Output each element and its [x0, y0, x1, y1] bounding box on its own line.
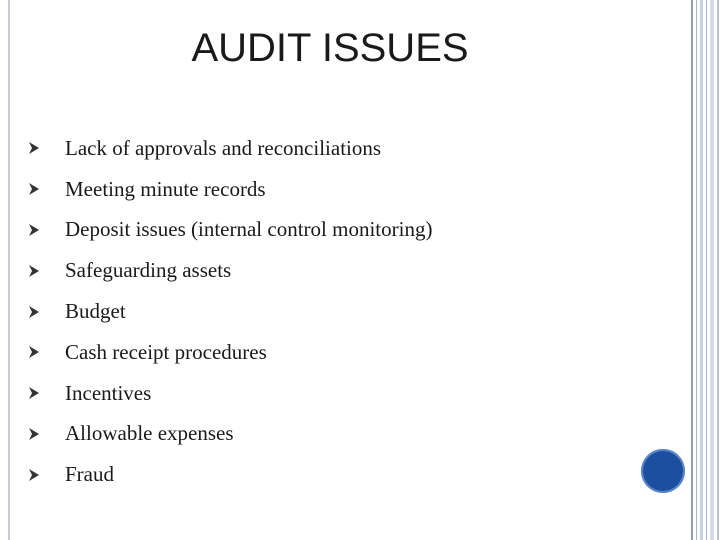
right-frame-line	[706, 0, 707, 540]
left-frame-line	[8, 0, 10, 540]
arrow-bullet-icon	[28, 223, 40, 237]
bullet-item	[28, 373, 432, 414]
bullet-text: Budget	[65, 299, 126, 324]
arrow-bullet-icon	[28, 345, 40, 359]
arrow-bullet-icon	[28, 264, 40, 278]
arrow-bullet-icon	[28, 427, 40, 441]
bullet-list	[28, 128, 432, 495]
right-frame-line	[696, 0, 697, 540]
arrow-bullet-icon	[28, 468, 40, 482]
bullet-item	[28, 250, 432, 291]
bullet-item	[28, 332, 432, 373]
bullet-text: Meeting minute records	[65, 176, 266, 201]
right-frame-line	[710, 0, 714, 540]
arrow-bullet-icon	[28, 305, 40, 319]
bullet-item	[28, 291, 432, 332]
bullet-item	[28, 414, 432, 455]
arrow-bullet-icon	[28, 141, 40, 155]
bullet-item	[28, 454, 432, 495]
bullet-text: Fraud	[65, 462, 114, 487]
bullet-text: Deposit issues (internal control monitoring)	[65, 217, 433, 242]
bullet-text: Safeguarding assets	[65, 258, 232, 283]
bullet-item	[28, 169, 432, 210]
bullet-text: Cash receipt procedures	[65, 339, 267, 364]
right-frame-line	[717, 0, 719, 540]
bullet-text: Allowable expenses	[65, 421, 234, 446]
bullet-text: Incentives	[65, 380, 152, 405]
bullet-item	[28, 210, 432, 251]
arrow-bullet-icon	[28, 386, 40, 400]
arrow-bullet-icon	[28, 182, 40, 196]
circle-icon	[641, 449, 685, 493]
bullet-text: Lack of approvals and reconciliations	[65, 135, 382, 160]
slide-title: AUDIT ISSUES	[191, 26, 469, 70]
bullet-item	[28, 128, 432, 169]
right-frame-line	[691, 0, 693, 540]
right-frame-line	[700, 0, 703, 540]
